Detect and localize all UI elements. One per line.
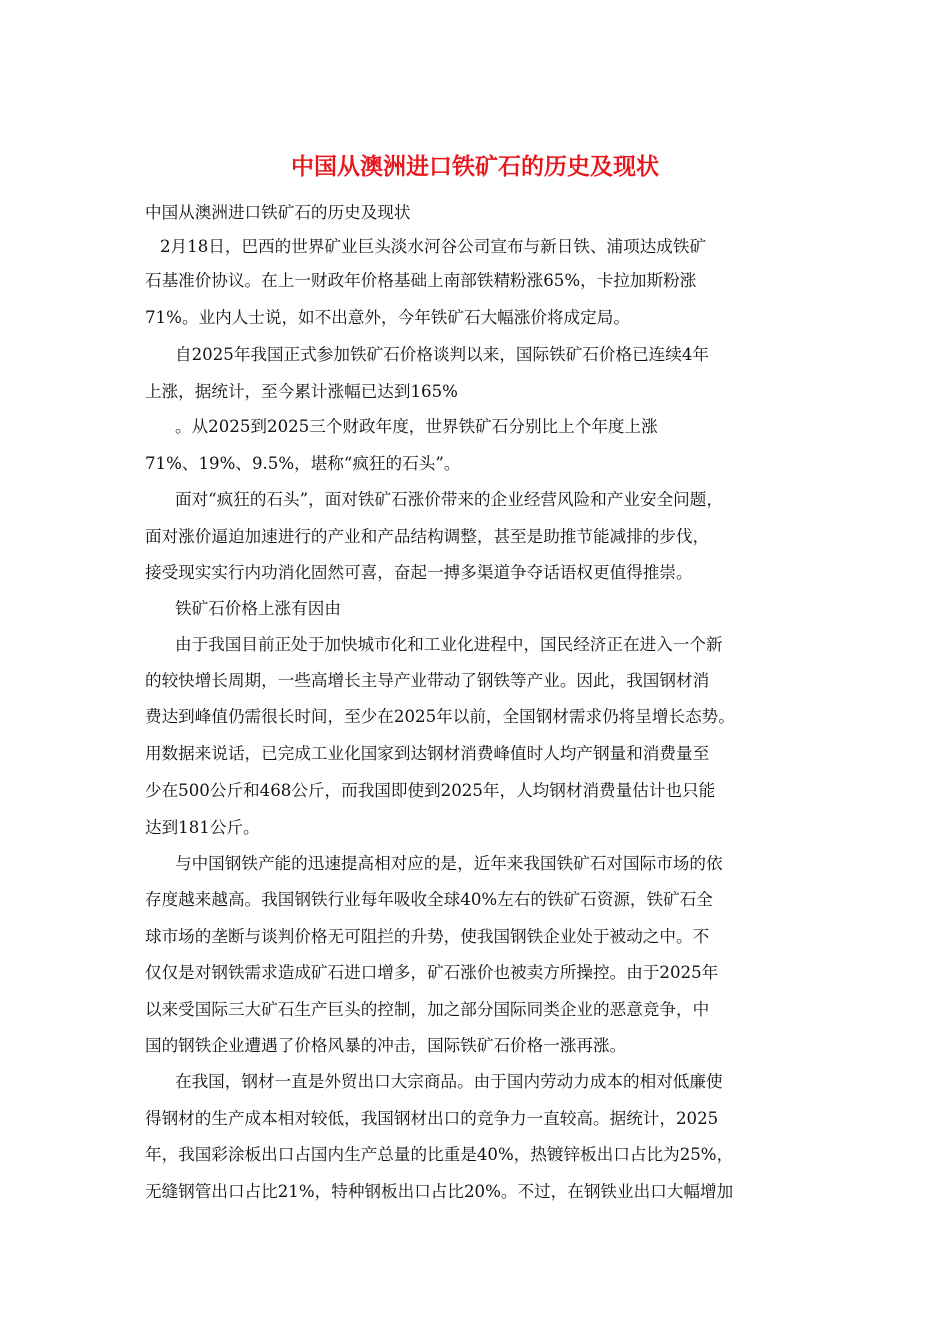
text-line: 年，我国彩涂板出口占国内生产总量的比重是40%，热镀锌板出口占比为25%， bbox=[145, 1145, 734, 1164]
text-line: 上涨，据统计，至今累计涨幅已达到165% bbox=[145, 382, 458, 401]
text-line: 石基准价协议。在上一财政年价格基础上南部铁精粉涨65%，卡拉加斯粉涨 bbox=[145, 271, 697, 290]
text-line: 无缝钢管出口占比21%，特种钢板出口占比20%。不过，在钢铁业出口大幅增加 bbox=[145, 1182, 734, 1201]
text-line: 存度越来越高。我国钢铁行业每年吸收全球40%左右的铁矿石资源，铁矿石全 bbox=[145, 890, 713, 909]
text-line: 得钢材的生产成本相对较低，我国钢材出口的竞争力一直较高。据统计，2025 bbox=[145, 1109, 719, 1128]
text-line: 中国从澳洲进口铁矿石的历史及现状 bbox=[145, 203, 411, 222]
section-heading: 铁矿石价格上涨有因由 bbox=[175, 599, 341, 618]
text-line: 面对“疯狂的石头”，面对铁矿石涨价带来的企业经营风险和产业安全问题， bbox=[175, 490, 723, 509]
text-line: 费达到峰值仍需很长时间，至少在2025年以前，全国钢材需求仍将呈增长态势。 bbox=[145, 707, 735, 726]
text-line: 自2025年我国正式参加铁矿石价格谈判以来，国际铁矿石价格已连续4年 bbox=[175, 345, 710, 364]
text-line: 71%、19%、9.5%，堪称“疯狂的石头”。 bbox=[145, 454, 461, 473]
text-line: 少在500公斤和468公斤，而我国即使到2025年，人均钢材消费量估计也只能 bbox=[145, 781, 716, 800]
text-line: 接受现实实行内功消化固然可喜，奋起一搏多渠道争夺话语权更值得推崇。 bbox=[145, 563, 693, 582]
text-line: 用数据来说话，已完成工业化国家到达钢材消费峰值时人均产钢量和消费量至 bbox=[145, 744, 710, 763]
text-line: 在我国，钢材一直是外贸出口大宗商品。由于国内劳动力成本的相对低廉使 bbox=[175, 1072, 723, 1091]
document-title: 中国从澳洲进口铁矿石的历史及现状 bbox=[291, 153, 659, 180]
text-line: 2月18日，巴西的世界矿业巨头淡水河谷公司宣布与新日铁、浦项达成铁矿 bbox=[160, 237, 707, 256]
text-line: 球市场的垄断与谈判价格无可阻拦的升势，使我国钢铁企业处于被动之中。不 bbox=[145, 927, 710, 946]
text-line: 面对涨价逼迫加速进行的产业和产品结构调整，甚至是助推节能减排的步伐， bbox=[145, 527, 710, 546]
text-line: 达到181公斤。 bbox=[145, 818, 260, 837]
text-line: 71%。业内人士说，如不出意外，今年铁矿石大幅涨价将成定局。 bbox=[145, 308, 630, 327]
text-line: 仅仅是对钢铁需求造成矿石进口增多，矿石涨价也被卖方所操控。由于2025年 bbox=[145, 963, 719, 982]
text-line: 的较快增长周期，一些高增长主导产业带动了钢铁等产业。因此，我国钢材消 bbox=[145, 671, 710, 690]
text-line: 国的钢铁企业遭遇了价格风暴的冲击，国际铁矿石价格一涨再涨。 bbox=[145, 1036, 627, 1055]
text-line: 。从2025到2025三个财政年度，世界铁矿石分别比上个年度上涨 bbox=[175, 417, 658, 436]
text-line: 以来受国际三大矿石生产巨头的控制，加之部分国际同类企业的恶意竞争，中 bbox=[145, 1000, 710, 1019]
text-line: 与中国钢铁产能的迅速提高相对应的是，近年来我国铁矿石对国际市场的依 bbox=[175, 854, 723, 873]
text-line: 由于我国目前正处于加快城市化和工业化进程中，国民经济正在进入一个新 bbox=[175, 635, 723, 654]
